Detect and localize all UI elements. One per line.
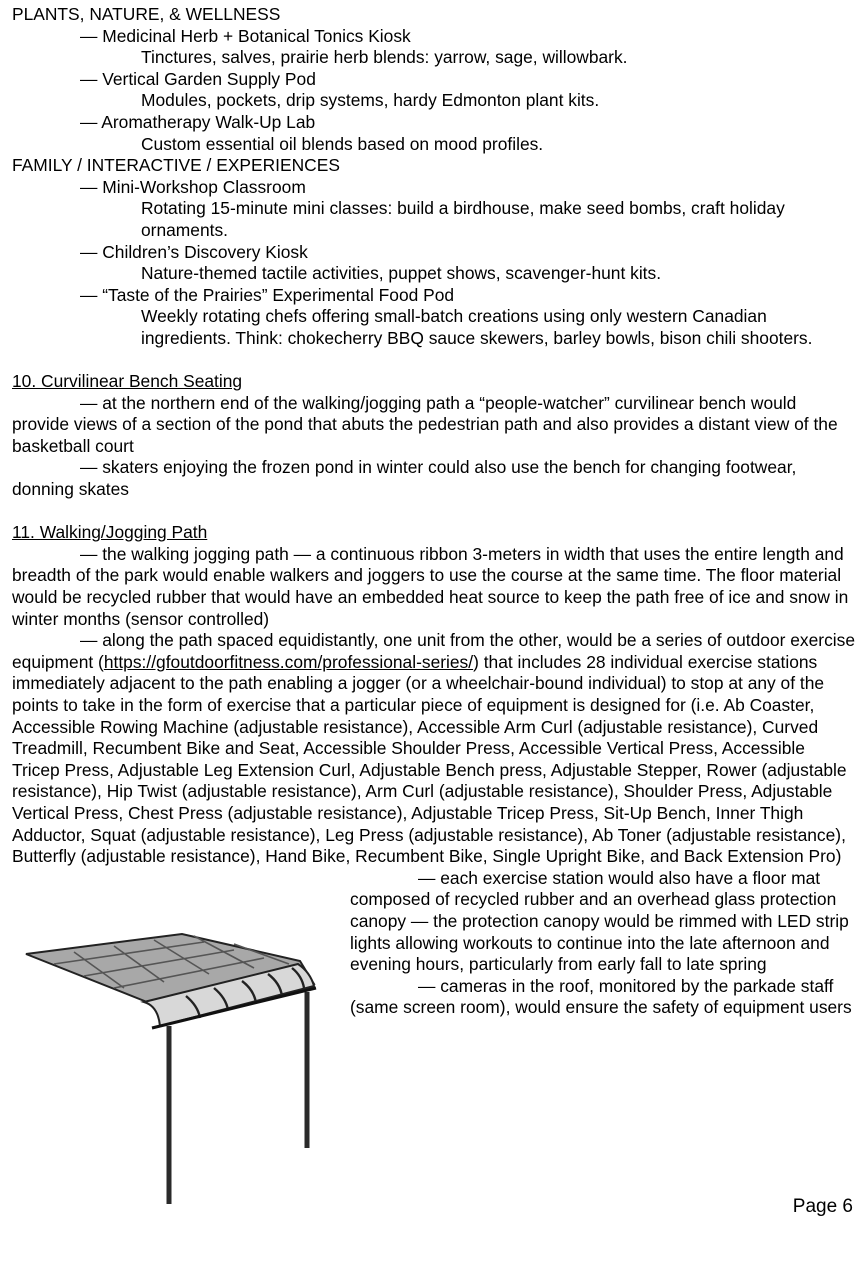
list-item-desc: Modules, pockets, drip systems, hardy Edmonton plant kits. bbox=[141, 90, 600, 111]
paragraph: — skaters enjoying the frozen pond in winter could also use the bench for changing footwear, donning skates bbox=[12, 457, 797, 500]
paragraph: — cameras in the roof, monitored by the parkade staff (same screen room), would ensure the safety of equipment users bbox=[350, 975, 852, 1018]
paragraph-text: — along the path spaced equidistantly, one unit from the other, would be a series of outdoor exercise equipment ( bbox=[12, 630, 856, 672]
list-item-title: — Children’s Discovery Kiosk bbox=[80, 241, 308, 262]
list-item-title: — Aromatherapy Walk-Up Lab bbox=[80, 111, 316, 132]
category-heading: PLANTS, NATURE, & WELLNESS bbox=[12, 4, 281, 24]
page-number: Page 6 bbox=[792, 1196, 853, 1217]
figure-block bbox=[12, 868, 857, 1019]
list-item-title: — Medicinal Herb + Botanical Tonics Kiosk bbox=[80, 25, 411, 46]
list-item-desc: Weekly rotating chefs offering small-batch creations using only western Canadian ingredients. Think: chokecherry BBQ sauce skewers, barley bowls, bison chili shooters. bbox=[141, 306, 813, 348]
paragraph: — each exercise station would also have a floor mat composed of recycled rubber and an overhead glass protection canopy — the protection canopy would be rimmed with LED strip lights allowing workouts to continue into the late afternoon and evening hours, particularly from early fall to late spring bbox=[350, 867, 849, 975]
list-item-title: — Mini-Workshop Classroom bbox=[80, 176, 306, 197]
paragraph: — at the northern end of the walking/jogging path a “people-watcher” curvilinear bench would provide views of a section of the pond that abuts the pedestrian path and also provides a distant view of the basketball court bbox=[12, 392, 838, 456]
spacer bbox=[12, 501, 857, 523]
equipment-link[interactable]: https://gfoutdoorfitness.com/professional-series/ bbox=[103, 651, 474, 672]
document-page bbox=[12, 4, 857, 1019]
section-title: 10. Curvilinear Bench Seating bbox=[12, 371, 243, 392]
spacer bbox=[12, 350, 857, 372]
canopy-illustration-icon bbox=[14, 906, 328, 1206]
paragraph bbox=[12, 630, 857, 868]
list-item-desc: Rotating 15-minute mini classes: build a birdhouse, make seed bombs, craft holiday ornaments. bbox=[141, 198, 785, 240]
list-item-desc: Nature-themed tactile activities, puppet shows, scavenger-hunt kits. bbox=[141, 263, 662, 284]
list-item-desc: Tinctures, salves, prairie herb blends: yarrow, sage, willowbark. bbox=[141, 47, 628, 68]
section-title: 11. Walking/Jogging Path bbox=[12, 522, 208, 543]
paragraph: — the walking jogging path — a continuous ribbon 3-meters in width that uses the entire length and breadth of the park would enable walkers and joggers to use the course at the same time. The floor material would be recycled rubber that would have an embedded heat source to keep the path free of ice and snow in winter months (sensor controlled) bbox=[12, 543, 849, 629]
paragraph-text: ) that includes 28 individual exercise stations immediately adjacent to the path enabling a jogger (or a wheelchair-bound individual) to stop at any of the points to take in the form of exercise that a particular piece of equipment is designed for (i.e. Ab Coaster, Accessible Rowing Machine (adjustable resistance), Accessible Arm Curl (adjustable resistance), Curved Treadmill, Recumbent Bike and Seat, Accessible Shoulder Press, Accessible Vertical Press, Accessible Tricep Press, Adjustable Leg Extension Curl, Adjustable Bench press, Adjustable Stepper, Rower (adjustable resistance), Hip Twist (adjustable resistance), Arm Curl (adjustable resistance), Shoulder Press, Adjustable Vertical Press, Chest Press (adjustable resistance), Adjustable Tricep Press, Sit-Up Bench, Inner Thigh Adductor, Squat (adjustable resistance), Leg Press (adjustable resistance), Ab Toner (adjustable resistance), Butterfly (adjustable resistance), Hand Bike, Recumbent Bike, Single Upright Bike, and Back Extension Pro) bbox=[12, 651, 847, 867]
list-item-title: — Vertical Garden Supply Pod bbox=[80, 68, 316, 89]
right-column bbox=[350, 868, 858, 1019]
list-item-desc: Custom essential oil blends based on mood profiles. bbox=[141, 133, 544, 154]
category-heading: FAMILY / INTERACTIVE / EXPERIENCES bbox=[12, 155, 340, 176]
list-item-title: — “Taste of the Prairies” Experimental Food Pod bbox=[80, 284, 455, 305]
